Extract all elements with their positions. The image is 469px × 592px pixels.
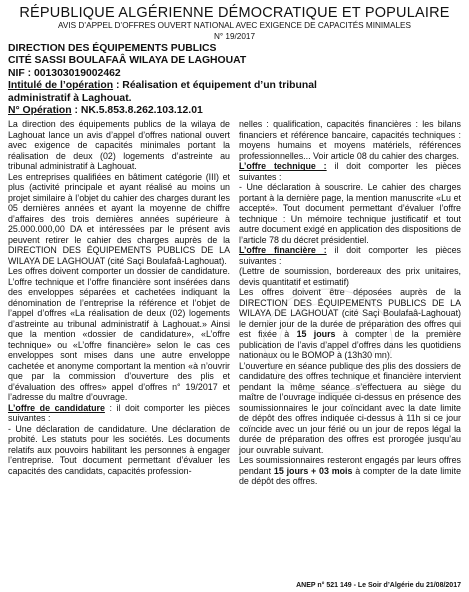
republic-title: RÉPUBLIQUE ALGÉRIENNE DÉMOCRATIQUE ET POPULAIRE <box>19 5 450 21</box>
right-paragraph-4 <box>239 287 461 361</box>
operation-text: : NK.5.853.8.262.103.12.01 <box>71 105 203 117</box>
right-paragraph-3: (Lettre de soumission, bordereaux des prix unitaires, devis quantitatif et estimatif) <box>239 266 461 287</box>
technique-text: il doit comporter les pièces suivantes : <box>239 161 461 182</box>
right-paragraph-6 <box>239 455 461 487</box>
validity-text: Les soumissionnaires resteront engagés par leurs offres pendant <box>239 455 461 476</box>
intitule-label: Intitulé de l’opération <box>8 80 114 92</box>
validity-text-end: à compter de la date limite de dépôt des offres. <box>239 465 462 487</box>
financiere-text: il doit comporter les pièces suivantes : <box>239 245 461 266</box>
right-paragraph-1: nelles : qualification, capacités financières : les bilans financiers et référence bancaire, capacités techniques : moyens humains et moyens matériels, références professionnelles... Voir article 08 du cahier des charges. <box>239 119 461 161</box>
candidature-text: : il doit comporter les pièces suivantes : <box>8 402 230 424</box>
intitule-text: : Réalisation et équipement d’un tribunal administratif à Laghouat. <box>8 80 317 104</box>
publication-footer: ANEP n° 521 149 - Le Soir d’Algérie du 21/08/2017 <box>296 582 461 589</box>
org-name: DIRECTION DES ÉQUIPEMENTS PUBLICS <box>8 43 217 54</box>
left-column <box>8 119 230 487</box>
deposit-text: Les offres doivent être déposées auprès de la DIRECTION DES ÉQUIPEMENTS PUBLICS DE LA WILAYA DE LAGHOUAT (cité Saçi Boulafaâ-Laghouat) le dernier jour de la durée de préparation des offres qui est fixée à <box>239 287 461 340</box>
operation-number <box>8 105 461 117</box>
right-paragraph-5: L’ouverture en séance publique des plis des dossiers de candidature des offres technique et financière intervient pendant la même séance s’effectuera au siège du maître de l’ouvrage indiquée ci-dessus en présence des soumissionnaires le jour coïncidant avec la date limite de dépôt des offres indiquée ci-dessus à 11h si ce jour coïncide avec un jour férié ou un jour de repos légal la durée de préparation des offres est prorogée jusqu’au jour ouvrable suivant. <box>239 360 461 455</box>
technique-label: L’offre technique : <box>239 161 327 172</box>
left-paragraph-4: - Une déclaration de candidature. Une déclaration de probité. Les statuts pour les sociétés. Les documents relatifs aux pouvoirs habilitant les personnes à engager l’entreprise. Tout document permettant d’évaluer les capacités des candidats, capacités profession- <box>8 423 230 476</box>
operation-title <box>8 80 328 105</box>
notice-number: N° 19/2017 <box>213 32 256 41</box>
notice-subtitle: AVIS D’APPEL D’OFFRES OUVERT NATIONAL AVEC EXIGENCE DE CAPACITÉS MINIMALES <box>58 21 411 30</box>
candidature-label: L’offre de candidature <box>8 402 105 413</box>
right-column <box>239 119 461 487</box>
right-paragraph-2: - Une déclaration à souscrire. Le cahier des charges portant à la dernière page, la mention manuscrite «Lu et accepté». Tout document permettant d’évaluer l’offre technique : Un mémoire technique justificatif et tout autre document exigé en application des dispositions de l’article 78 du décret présidentiel. <box>239 182 461 245</box>
left-paragraph-3: Les offres doivent comporter un dossier de candidature. L’offre technique et l’offre financière sont insérées dans des enveloppes séparées et cachetées indiquant la dénomination de l’entreprise la référence et l’objet de l’appel d’offres «La réalisation de deux (02) logements d’astreinte au tribunal administratif à Laghouat.» Ainsi que la mention «dossier de candidature», «L’offre technique» ou «L’offre financière» selon le cas ces enveloppes sont mises dans une autre enveloppe cachetée et anonyme comportant la mention «à n’ouvrir que par la commission d’ouverture des plis et d’évaluation des offres» appel d’offres n° 19/2017 et l’adresse du maître d’ouvrage. <box>8 266 230 403</box>
operation-label: N° Opération <box>8 105 72 117</box>
deposit-duration: 15 jours <box>296 329 336 340</box>
nif: NIF : 001303019002462 <box>8 67 121 79</box>
left-paragraph-1: La direction des équipements publics de la wilaya de Laghouat lance un avis d’appel d’offres national ouvert avec exigence de capacités minimales portant la réalisation de deux (02) logements d’astreinte au tribunal administratif à Laghouat. <box>8 119 230 172</box>
candidature-heading <box>8 403 230 424</box>
validity-duration: 15 jours + 03 mois <box>273 465 353 476</box>
deposit-text-end: à compter de la première publication de l’avis d’appel d’offres dans les quotidiens nationaux ou le BOMOP à (13h30 mn). <box>239 329 461 361</box>
technique-heading <box>239 161 461 182</box>
notice-body <box>8 119 461 487</box>
financiere-label: L’offre financière : <box>239 245 327 256</box>
left-paragraph-2: Les entreprises qualifiées en bâtiment catégorie (III) et plus (activité principale et ayant réalisé au moins un projet similaire à l’objet du cahier des charges durant les 05 dernières années et ayant la moyenne de chiffre d’affaires des trois dernières années supérieure à 25.000.000,00 DA et intéressées par le présent avis peuvent retirer le cahier des charges auprès de la DIRECTION DES ÉQUIPEMENTS PUBLICS DE LA WILAYA DE LAGHOUAT (cité Saçi Boulafaâ-Laghouat). <box>8 171 230 266</box>
financiere-heading <box>239 245 461 266</box>
org-address: CITÉ SASSI BOULAFAÂ WILAYA DE LAGHOUAT <box>8 55 247 67</box>
